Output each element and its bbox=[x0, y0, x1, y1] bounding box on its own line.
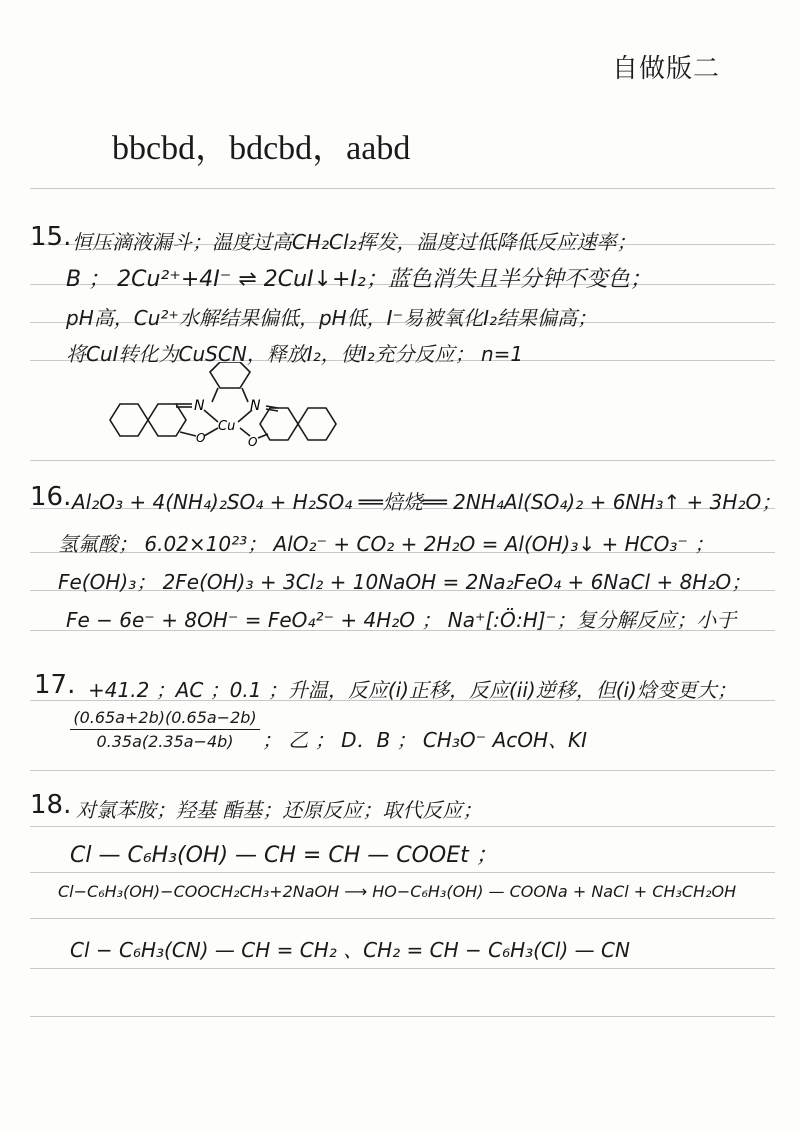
question-15-number: 15. bbox=[30, 222, 72, 252]
rule-line bbox=[30, 770, 775, 771]
q15-line-4: 将CuI转化为CuSCN，释放I₂，使I₂充分反应； n=1 bbox=[66, 342, 524, 366]
question-18-number: 18. bbox=[30, 790, 72, 820]
rule-line bbox=[30, 1016, 775, 1017]
structure-o-right: O bbox=[248, 435, 258, 449]
q15-line-3: pH高，Cu²⁺水解结果偏低，pH低，I⁻易被氧化I₂结果偏高； bbox=[66, 306, 598, 330]
question-16-number: 16. bbox=[30, 482, 72, 512]
multiple-choice-answers: bbcbd，bdcbd，aabd bbox=[112, 130, 411, 167]
structure-n-right: N bbox=[250, 398, 261, 414]
q16-line-3: Fe(OH)₃； 2Fe(OH)₃ + 3Cl₂ + 10NaOH = 2Na₂FeO₄ + 6NaCl + 8H₂O； bbox=[58, 570, 752, 594]
q17-fraction bbox=[70, 708, 260, 751]
q16-line-2: 氢氟酸； 6.02×10²³； AlO₂⁻ + CO₂ + 2H₂O = Al(OH)₃↓ + HCO₃⁻ ； bbox=[58, 532, 715, 556]
page-title: 自做版二 bbox=[611, 54, 720, 84]
q16-line-4: Fe − 6e⁻ + 8OH⁻ = FeO₄²⁻ + 4H₂O ； Na⁺[:Ö:H]⁻；复分解反应；小于 bbox=[66, 608, 737, 632]
q17-fraction-denominator: 0.35a(2.35a−4b) bbox=[96, 732, 234, 751]
q17-line-1: +41.2 ；AC ；0.1 ；升温，反应(i)正移，反应(ii)逆移，但(i)焓变更大； bbox=[88, 678, 737, 702]
q15-line-1: 恒压滴液漏斗；温度过高CH₂Cl₂挥发，温度过低降低反应速率； bbox=[72, 230, 637, 254]
q18-line-1: 对氯苯胺；羟基 酯基；还原反应；取代反应； bbox=[76, 798, 483, 822]
rule-line bbox=[30, 968, 775, 969]
rule-line bbox=[30, 188, 775, 189]
rule-line bbox=[30, 918, 775, 919]
structure-n-left: N bbox=[194, 398, 205, 414]
question-17-number: 17. bbox=[34, 670, 76, 700]
q18-line-3: Cl−C₆H₃(OH)−COOCH₂CH₃+2NaOH ⟶ HO−C₆H₃(OH) — COONa + NaCl + CH₃CH₂OH bbox=[58, 882, 737, 901]
copper-complex-structure bbox=[100, 362, 340, 462]
q17-fraction-numerator: (0.65a+2b)(0.65a−2b) bbox=[70, 708, 260, 730]
q15-line-2: B ； 2Cu²⁺+4I⁻ ⇌ 2CuI↓+I₂；蓝色消失且半分钟不变色； bbox=[66, 267, 652, 292]
structure-cu: Cu bbox=[218, 419, 236, 434]
structure-o-left: O bbox=[196, 431, 206, 445]
rule-line bbox=[30, 872, 775, 873]
q16-line-1: Al₂O₃ + 4(NH₄)₂SO₄ + H₂SO₄ ══焙烧══ 2NH₄Al(SO₄)₂ + 6NH₃↑ + 3H₂O； bbox=[72, 490, 782, 514]
q18-line-4: Cl − C₆H₃(CN) — CH = CH₂ 、CH₂ = CH − C₆H₃(Cl) — CN bbox=[70, 938, 630, 962]
q18-line-2: Cl — C₆H₃(OH) — CH = CH — COOEt ； bbox=[70, 843, 498, 868]
q17-line-2: ； 乙 ； D．B ； CH₃O⁻ AcOH、KI bbox=[262, 728, 588, 752]
rule-line bbox=[30, 826, 775, 827]
